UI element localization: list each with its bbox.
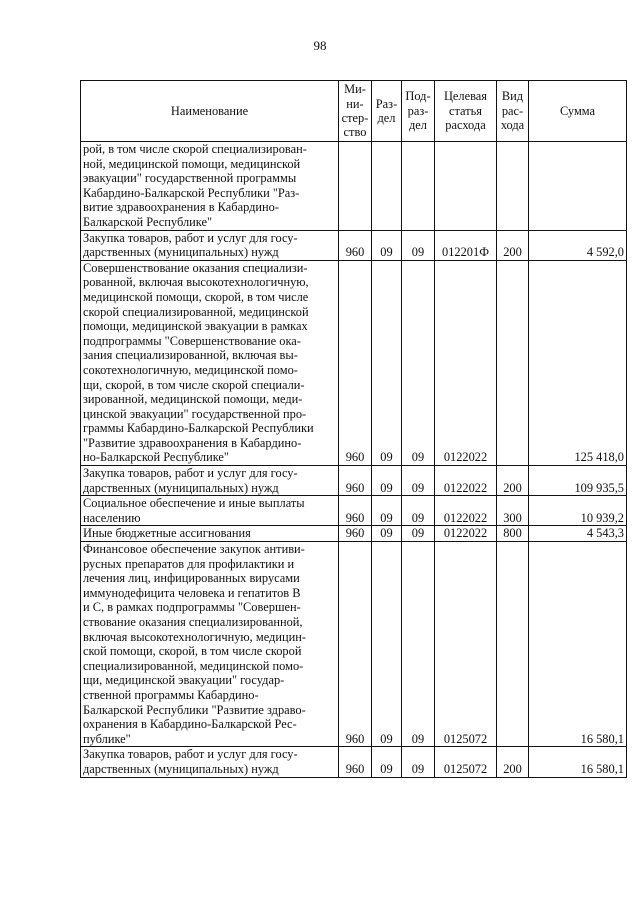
table-row (81, 142, 627, 231)
row-name: Закупка товаров, работ и услуг для госу- дарственных (муниципальных) нужд (81, 230, 339, 260)
row-subsection: 09 (402, 466, 435, 496)
row-amount: 4 543,3 (529, 526, 627, 542)
row-type: 800 (497, 526, 529, 542)
row-target: 012201Ф (435, 230, 497, 260)
row-type (497, 260, 529, 465)
row-ministry: 960 (339, 496, 372, 526)
row-amount: 16 580,1 (529, 542, 627, 747)
row-name: Социальное обеспечение и иные выплаты населению (81, 496, 339, 526)
row-name: Закупка товаров, работ и услуг для госу- дарственных (муниципальных) нужд (81, 466, 339, 496)
header-subsection: Под- раз- дел (402, 81, 435, 142)
row-target (435, 142, 497, 231)
row-ministry: 960 (339, 230, 372, 260)
row-target: 0125072 (435, 747, 497, 777)
row-amount: 125 418,0 (529, 260, 627, 465)
row-target: 0122022 (435, 496, 497, 526)
row-name: Иные бюджетные ассигнования (81, 526, 339, 542)
row-section: 09 (372, 496, 402, 526)
table-row (81, 230, 627, 260)
row-section: 09 (372, 230, 402, 260)
header-name: Наименование (81, 81, 339, 142)
row-target: 0125072 (435, 542, 497, 747)
row-type (497, 542, 529, 747)
row-type: 200 (497, 466, 529, 496)
table-row (81, 496, 627, 526)
row-target: 0122022 (435, 466, 497, 496)
row-amount: 109 935,5 (529, 466, 627, 496)
row-ministry: 960 (339, 542, 372, 747)
row-section: 09 (372, 542, 402, 747)
row-section: 09 (372, 747, 402, 777)
row-type (497, 142, 529, 231)
page-number: 98 (313, 38, 327, 53)
row-name: Закупка товаров, работ и услуг для госу- дарственных (муниципальных) нужд (81, 747, 339, 777)
row-ministry: 960 (339, 466, 372, 496)
row-target: 0122022 (435, 260, 497, 465)
row-type: 300 (497, 496, 529, 526)
row-subsection: 09 (402, 230, 435, 260)
row-section: 09 (372, 466, 402, 496)
table-row (81, 526, 627, 542)
header-amount: Сумма (529, 81, 627, 142)
row-amount: 4 592,0 (529, 230, 627, 260)
row-type: 200 (497, 230, 529, 260)
row-name: Финансовое обеспечение закупок антиви- русных препаратов для профилактики и лечения лиц, инфицированных вирусами иммунодефицита человека и гепатитов В и С, в рамках подпрограммы "Совершен- ствование оказания специализированной, включая высокотехнологичную, медицин- ской помощи, скорой, в том числе скорой специализированной, медицинской помо- щи, медицинской эвакуации" государ- ственной программы Кабардино- Балкарской Республики "Развитие здраво- охранения в Кабардино-Балкарской Рес- публике" (81, 542, 339, 747)
table-row (81, 260, 627, 465)
table-row (81, 747, 627, 777)
row-target: 0122022 (435, 526, 497, 542)
table-row (81, 542, 627, 747)
header-target-article: Целевая статья расхода (435, 81, 497, 142)
row-section (372, 142, 402, 231)
row-ministry: 960 (339, 526, 372, 542)
header-expense-type: Вид рас- хода (497, 81, 529, 142)
row-type: 200 (497, 747, 529, 777)
row-subsection: 09 (402, 496, 435, 526)
row-amount: 10 939,2 (529, 496, 627, 526)
row-subsection: 09 (402, 747, 435, 777)
row-name: рой, в том числе скорой специализирован- ной, медицинской помощи, медицинской эвакуации" государственной программы Кабардино-Балкарской Республики "Раз- витие здравоохранения в Кабардино- Балкарской Республике" (81, 142, 339, 231)
row-section: 09 (372, 526, 402, 542)
header-section: Раз- дел (372, 81, 402, 142)
row-name: Совершенствование оказания специализи- рованной, включая высокотехнологичную, медицинской помощи, скорой, в том числе скорой специализированной, медицинской помощи, медицинской эвакуации в рамках подпрограммы "Совершенствование ока- зания специализированной, включая вы- сокотехнологичную, медицинской помо- щи, скорой, в том числе скорой специали- зированной, медицинской помощи, меди- цинской эвакуации" государственной про- граммы Кабардино-Балкарской Республики "Развитие здравоохранения в Кабардино- но-Балкарской Республике" (81, 260, 339, 465)
row-subsection: 09 (402, 526, 435, 542)
row-section: 09 (372, 260, 402, 465)
budget-table (80, 80, 627, 778)
row-subsection: 09 (402, 260, 435, 465)
row-ministry: 960 (339, 747, 372, 777)
header-ministry: Ми- ни- стер- ство (339, 81, 372, 142)
row-amount (529, 142, 627, 231)
row-ministry (339, 142, 372, 231)
row-amount: 16 580,1 (529, 747, 627, 777)
table-header-row (81, 81, 627, 142)
row-subsection (402, 142, 435, 231)
table-row (81, 466, 627, 496)
row-subsection: 09 (402, 542, 435, 747)
row-ministry: 960 (339, 260, 372, 465)
